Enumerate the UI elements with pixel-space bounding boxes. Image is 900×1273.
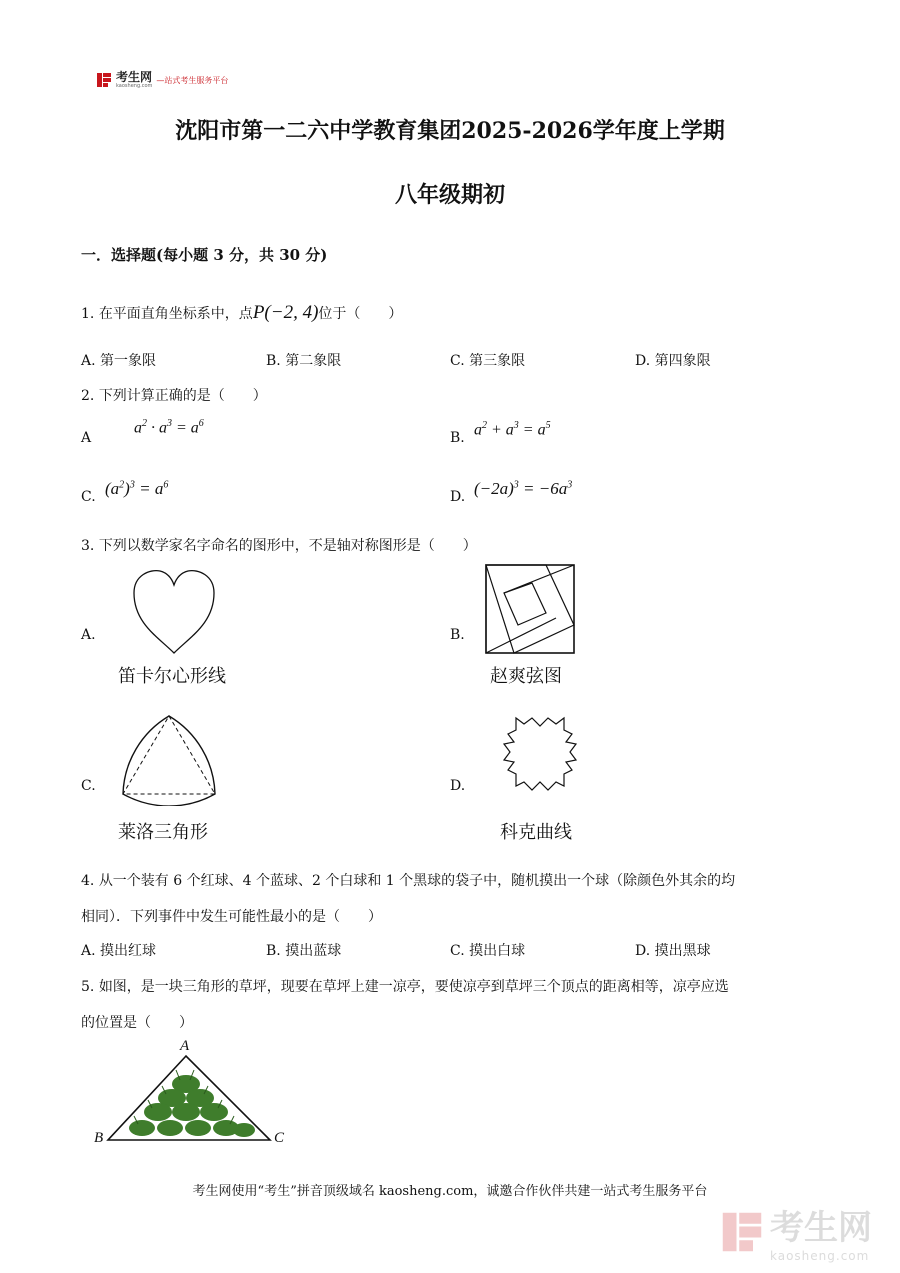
logo-domain: kaosheng.com [116, 83, 153, 89]
logo-tagline: —站式考生服务平台 [156, 75, 229, 85]
q1-point: P(−2, 4) [252, 302, 319, 323]
q2-option-a-label: A [81, 430, 92, 446]
watermark [720, 1200, 872, 1263]
q1-option-d: D. 第四象限 [635, 353, 711, 369]
q2-option-c-label: C. [81, 489, 96, 505]
q3-option-a-caption: 笛卡尔心形线 [118, 666, 226, 687]
q1-option-c: C. 第三象限 [450, 353, 526, 369]
grass-triangle-drawing [94, 1040, 294, 1152]
q3-option-c-caption: 莱洛三角形 [118, 822, 208, 843]
vertex-b-label: B [94, 1130, 104, 1146]
q3-option-d-caption: 科克曲线 [500, 822, 572, 843]
kaosheng-logo-icon [96, 72, 112, 88]
q4-option-d: D. 摸出黑球 [635, 943, 711, 959]
watermark-name: 考生网 [770, 1208, 872, 1248]
q3-option-a-label: A. [81, 627, 96, 643]
q4-option-c: C. 摸出白球 [450, 943, 526, 959]
q2-option-c-expr: $(a^2)^3 = a^6$ [105, 479, 169, 498]
cardioid-heart-figure [128, 565, 220, 657]
q4-option-b: B. 摸出蓝球 [266, 943, 342, 959]
q3-option-b-label: B. [450, 627, 465, 643]
q1-number: 1. [81, 306, 95, 322]
q3-option-d-label: D. [450, 778, 466, 794]
q1-stem [81, 302, 402, 324]
q1-text-after: 位于（ ） [318, 306, 403, 322]
q2-option-b-expr: $a^2 + a^3 = a^5$ [474, 420, 551, 439]
section-heading: 一．选择题(每小题 3 分，共 30 分) [81, 246, 328, 264]
q4-option-a: A. 摸出红球 [81, 943, 157, 959]
vertex-c-label: C [274, 1130, 285, 1146]
q4-stem-line2: 相同）．下列事件中发生可能性最小的是（ ） [81, 909, 382, 925]
q1-option-b: B. 第二象限 [266, 353, 342, 369]
watermark-logo-icon [720, 1210, 764, 1254]
logo-name: 考生网 [116, 70, 153, 84]
page-subtitle: 八年级期初 [394, 182, 505, 208]
koch-curve-figure [486, 712, 594, 808]
vertex-a-label: A [180, 1038, 190, 1054]
q4-stem-line1: 4. 从一个装有 6 个红球、4 个蓝球、2 个白球和 1 个黑球的袋子中，随机摸出一个球（除颜色外其余的均 [81, 873, 736, 889]
q5-stem-line2: 的位置是（ ） [81, 1015, 193, 1031]
q3-option-c-label: C. [81, 778, 96, 794]
q1-text-before: 在平面直角坐标系中，点 [98, 306, 253, 322]
q2-option-b-label: B. [450, 430, 465, 446]
q2-option-d-label: D. [450, 489, 466, 505]
q1-option-a: A. 第一象限 [81, 353, 157, 369]
q2-option-d-expr: $(-2a)^3 = -6a^3$ [474, 479, 573, 498]
footer-text: 考生网使用“考生”拼音顶级域名 kaosheng.com，诚邀合作伙伴共建一站式考生服务平台 [192, 1184, 708, 1199]
q3-stem: 3. 下列以数学家名字命名的图形中，不是轴对称图形是（ ） [81, 538, 477, 554]
q5-stem-line1: 5. 如图，是一块三角形的草坪，现要在草坪上建一凉亭，要使凉亭到草坪三个顶点的距离相等，凉亭应选 [81, 979, 729, 995]
watermark-domain: kaosheng.com [770, 1249, 870, 1263]
q2-option-a-expr: $a^2 \cdot a^3 = a^6$ [134, 418, 204, 437]
q3-option-b-caption: 赵爽弦图 [490, 666, 562, 687]
reuleaux-triangle-figure [116, 712, 222, 806]
grass-triangle-figure [94, 1040, 294, 1152]
page-title: 沈阳市第一二六中学教育集团2025-2026学年度上学期 [175, 118, 725, 144]
zhao-shuang-diagram-figure [484, 563, 576, 655]
q2-stem: 2. 下列计算正确的是（ ） [81, 388, 267, 404]
header-logo [96, 71, 228, 89]
